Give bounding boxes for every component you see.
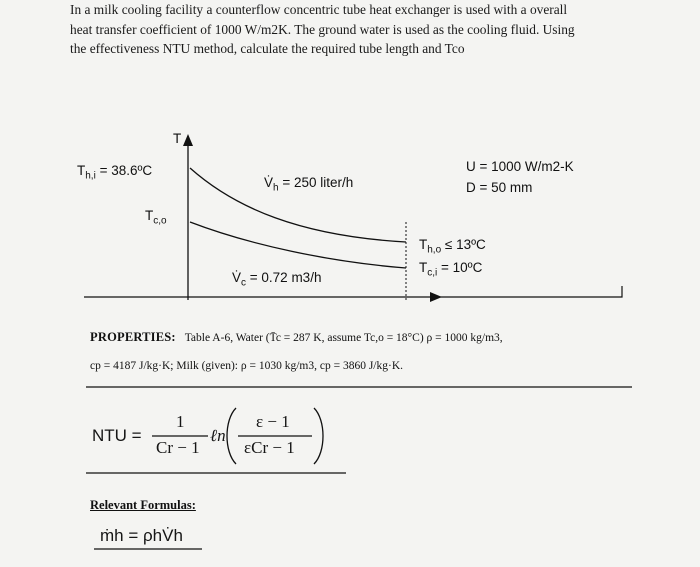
vc-label: $V̇_c = 0.72$ m3/h xyxy=(232,270,322,289)
ntu-label: NTU = xyxy=(92,426,142,445)
problem-line-2: heat transfer coefficient of 1000 W/m2K. The ground water is used as the cooling fluid. Using xyxy=(70,21,575,37)
ntu-frac1-den: Cr − 1 xyxy=(156,438,200,457)
properties-line-1-text: Table A-6, Water (T̄c = 287 K, assume Tc,o = 18°C) ρ = 1000 kg/m3, xyxy=(184,332,503,344)
ntu-right-paren xyxy=(314,408,323,464)
th-out-label: $T_{h,o}$ ≤ 13ºC xyxy=(419,237,486,256)
ntu-frac1-num: 1 xyxy=(176,412,185,431)
properties-line-1 xyxy=(90,330,503,345)
vh-label: $V̇_h = 250$ liter/h xyxy=(264,175,354,194)
ntu-frac2-den: εCr − 1 xyxy=(244,438,295,457)
ntu-left-paren xyxy=(227,408,236,464)
u-value: U = 1000 W/m2-K xyxy=(466,159,574,174)
tc-out-label: $T_{c,o}$ xyxy=(145,208,167,227)
axis-end-bracket xyxy=(440,286,622,297)
problem-line-1: In a milk cooling facility a counterflow concentric tube heat exchanger is used with a overall xyxy=(70,2,568,17)
tc-in-label: $T_{c,i}$ = 10ºC xyxy=(419,260,483,279)
ntu-ln: ℓn xyxy=(210,426,226,445)
d-value: D = 50 mm xyxy=(466,180,533,195)
problem-line-3: the effectiveness NTU method, calculate the required tube length and Tco xyxy=(70,41,465,56)
t-axis-arrow xyxy=(183,134,193,146)
t-axis-label: T xyxy=(173,131,182,146)
ntu-frac2-num: ε − 1 xyxy=(256,412,290,431)
formulas-heading: Relevant Formulas: xyxy=(90,498,196,512)
mh-formula: ṁh = ρhV̇h xyxy=(100,526,183,545)
cold-fluid-curve xyxy=(190,222,406,268)
th-in-label: $T_{h,i}$ = 38.6ºC xyxy=(77,163,153,182)
properties-line-2: cp = 4187 J/kg·K; Milk (given): ρ = 1030 kg/m3, cp = 3860 J/kg·K. xyxy=(90,360,403,372)
properties-heading: PROPERTIES: xyxy=(90,330,176,344)
